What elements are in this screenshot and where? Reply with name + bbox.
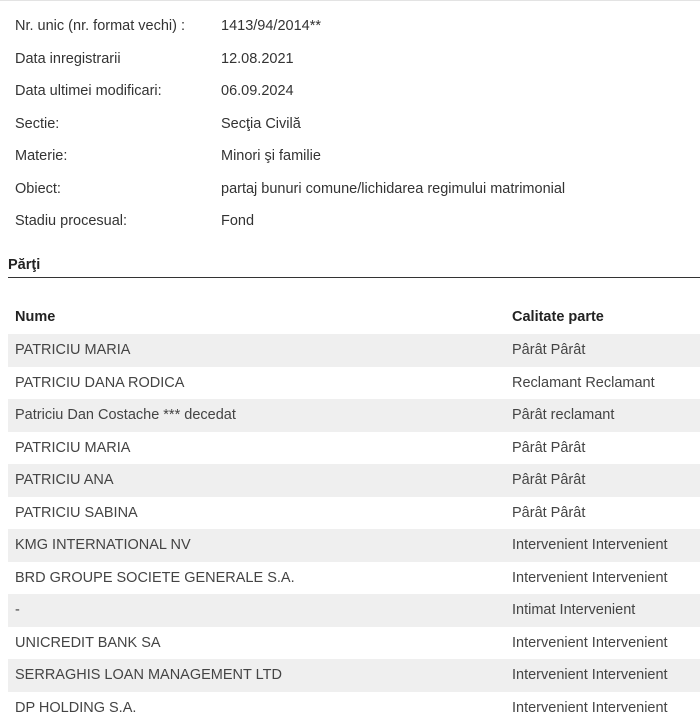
party-role: Intervenient Intervenient <box>512 634 668 651</box>
table-row <box>8 659 700 692</box>
table-row <box>8 464 700 497</box>
party-name: UNICREDIT BANK SA <box>15 634 161 651</box>
detail-value: Fond <box>221 213 255 230</box>
party-name: BRD GROUPE SOCIETE GENERALE S.A. <box>15 569 295 586</box>
detail-row-object <box>0 173 700 206</box>
detail-value: 06.09.2024 <box>221 83 294 100</box>
party-role: Pârât Pârât <box>512 342 586 359</box>
party-role: Intervenient Intervenient <box>512 537 668 554</box>
table-row <box>8 432 700 465</box>
detail-row-matter <box>0 140 700 173</box>
detail-row-case-number <box>0 10 700 43</box>
detail-value: Minori şi familie <box>221 148 321 165</box>
party-name: Patriciu Dan Costache *** decedat <box>15 407 236 424</box>
party-name: PATRICIU SABINA <box>15 504 138 521</box>
top-divider <box>0 0 700 1</box>
table-row <box>8 334 700 367</box>
table-row <box>8 399 700 432</box>
party-name: PATRICIU DANA RODICA <box>15 374 185 391</box>
party-name: - <box>15 602 20 619</box>
detail-label: Data ultimei modificari: <box>15 83 162 100</box>
detail-row-registration-date <box>0 43 700 76</box>
case-details <box>0 10 700 238</box>
party-name: PATRICIU ANA <box>15 472 114 489</box>
table-header <box>8 300 700 334</box>
party-role: Pârât Pârât <box>512 504 586 521</box>
detail-label: Sectie: <box>15 115 60 132</box>
party-name: PATRICIU MARIA <box>15 342 131 359</box>
detail-value: 12.08.2021 <box>221 50 294 67</box>
parties-table <box>8 300 700 723</box>
party-role: Intervenient Intervenient <box>512 699 668 716</box>
parties-section-title: Părţi <box>8 257 41 273</box>
column-header-role: Calitate parte <box>512 309 604 325</box>
table-body <box>8 334 700 723</box>
party-role: Intimat Intervenient <box>512 602 636 619</box>
detail-value: 1413/94/2014** <box>221 18 321 35</box>
party-name: KMG INTERNATIONAL NV <box>15 537 191 554</box>
detail-label: Obiect: <box>15 180 61 197</box>
party-role: Pârât reclamant <box>512 407 615 424</box>
detail-value: partaj bunuri comune/lichidarea regimului matrimonial <box>221 180 566 197</box>
table-row <box>8 529 700 562</box>
party-role: Intervenient Intervenient <box>512 667 668 684</box>
party-role: Pârât Pârât <box>512 439 586 456</box>
detail-row-section <box>0 108 700 141</box>
detail-label: Stadiu procesual: <box>15 213 128 230</box>
table-row <box>8 497 700 530</box>
table-row <box>8 562 700 595</box>
table-row <box>8 692 700 723</box>
party-name: DP HOLDING S.A. <box>15 699 137 716</box>
party-name: PATRICIU MARIA <box>15 439 131 456</box>
party-role: Intervenient Intervenient <box>512 569 668 586</box>
detail-value: Secţia Civilă <box>221 115 301 132</box>
detail-row-procedural-stage <box>0 205 700 238</box>
party-role: Reclamant Reclamant <box>512 374 655 391</box>
party-role: Pârât Pârât <box>512 472 586 489</box>
detail-label: Materie: <box>15 148 68 165</box>
section-divider <box>8 277 700 278</box>
detail-label: Nr. unic (nr. format vechi) : <box>15 18 186 35</box>
column-header-name: Nume <box>15 309 56 325</box>
detail-row-last-modified <box>0 75 700 108</box>
table-row <box>8 594 700 627</box>
detail-label: Data inregistrarii <box>15 50 121 67</box>
table-row <box>8 627 700 660</box>
party-name: SERRAGHIS LOAN MANAGEMENT LTD <box>15 667 282 684</box>
table-row <box>8 367 700 400</box>
